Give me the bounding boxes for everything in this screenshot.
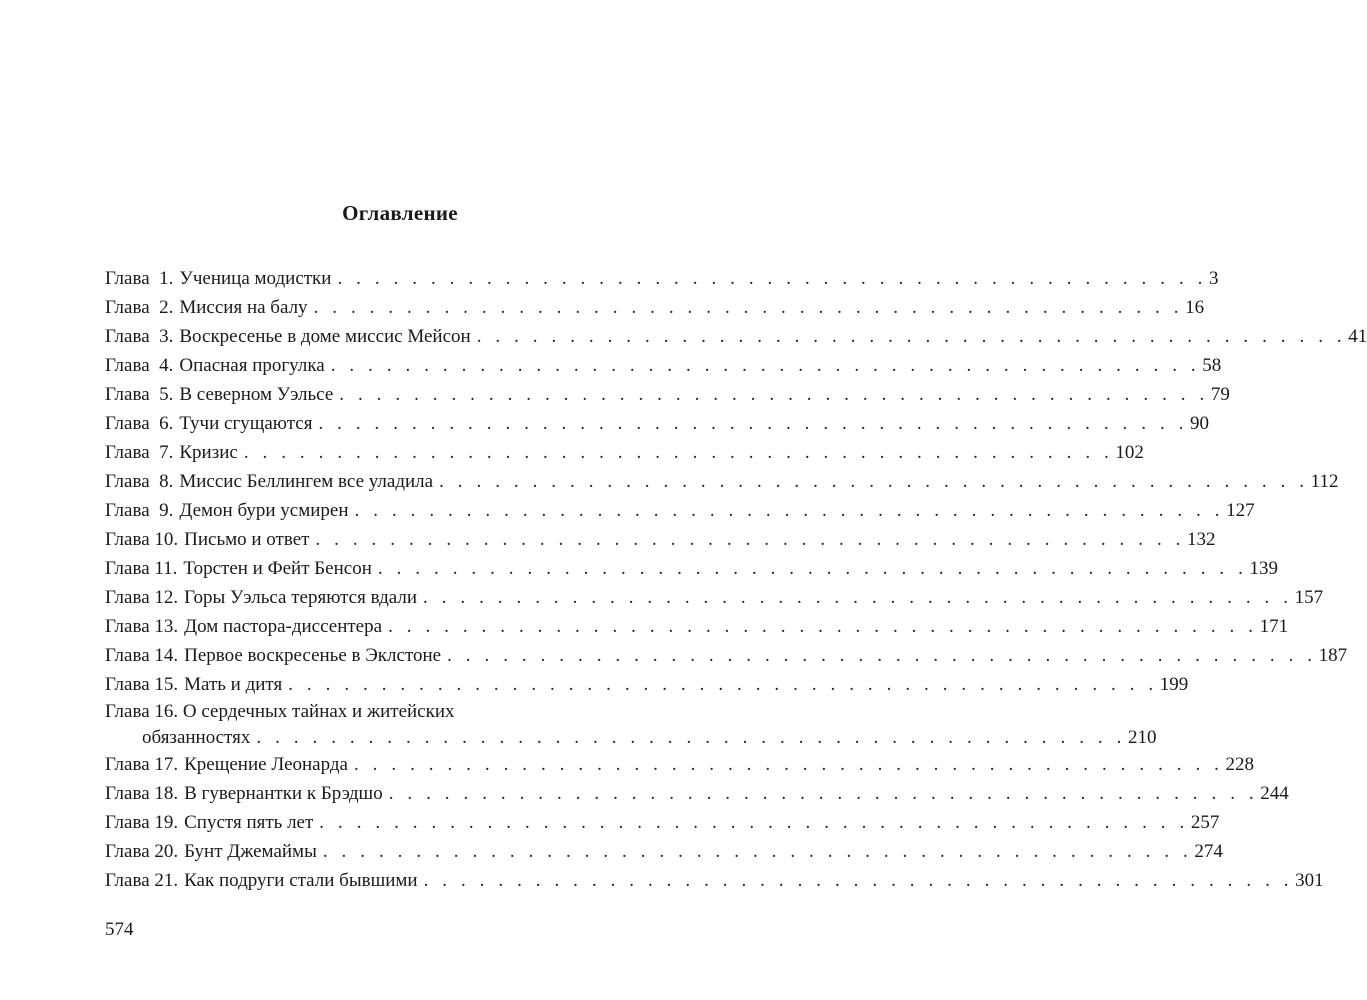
chapter-page: 16 <box>1185 297 1205 318</box>
toc-entry <box>105 380 1230 409</box>
chapter-number: Глава 2. <box>105 297 174 318</box>
chapter-page: 257 <box>1190 812 1220 833</box>
chapter-page: 301 <box>1295 870 1324 891</box>
dot-leader: . . . . . . . . . . . . . . . . . . . . . . . . . . . . . . . . . . . . . . . . . . . . . . . <box>313 297 1184 318</box>
chapter-page: 187 <box>1318 645 1348 666</box>
chapter-number: Глава 15. <box>105 674 179 695</box>
toc-entry-line <box>105 779 1289 808</box>
toc-entry-line <box>105 554 1278 583</box>
chapter-number: Глава 14. <box>105 645 179 666</box>
toc-entry <box>105 496 1255 525</box>
toc-entry <box>105 641 1348 670</box>
chapter-page: 41 <box>1348 326 1367 347</box>
dot-leader: . . . . . . . . . . . . . . . . . . . . . . . . . . . . . . . . . . . . . . . . . . . . . . . <box>330 355 1201 376</box>
dot-leader: . . . . . . . . . . . . . . . . . . . . . . . . . . . . . . . . . . . . . . . . . . . . . . . <box>388 616 1258 637</box>
chapter-number: Глава 18. <box>105 783 179 804</box>
chapter-page: 244 <box>1260 783 1289 804</box>
dot-leader: . . . . . . . . . . . . . . . . . . . . . . . . . . . . . . . . . . . . . . . . . . . . . . . <box>319 812 1189 833</box>
toc-entry-line <box>105 293 1205 322</box>
toc-entry <box>105 612 1289 641</box>
dot-leader: . . . . . . . . . . . . . . . . . . . . . . . . . . . . . . . . . . . . . . . . . . . . . . . <box>339 384 1209 405</box>
toc-entry-first-line <box>105 699 697 725</box>
chapter-title: В северном Уэльсе <box>179 384 334 405</box>
toc-entry <box>105 467 1339 496</box>
toc-entry-line <box>105 322 1367 351</box>
chapter-page: 228 <box>1225 754 1255 775</box>
dot-leader: . . . . . . . . . . . . . . . . . . . . . . . . . . . . . . . . . . . . . . . . . . . . . . . <box>476 326 1347 347</box>
toc-entry-line <box>105 380 1230 409</box>
dot-leader: . . . . . . . . . . . . . . . . . . . . . . . . . . . . . . . . . . . . . . . . . . . . . . . <box>439 471 1309 492</box>
chapter-title: Демон бури усмирен <box>179 500 349 521</box>
chapter-number: Глава 10. <box>105 529 179 550</box>
chapter-number: Глава 7. <box>105 442 174 463</box>
chapter-page: 139 <box>1249 558 1278 579</box>
toc-entry <box>105 409 1210 438</box>
toc-entry-line <box>105 525 1216 554</box>
toc-entry-line <box>105 409 1210 438</box>
dot-leader: . . . . . . . . . . . . . . . . . . . . . . . . . . . . . . . . . . . . . . . . . . . . . . . <box>423 870 1294 891</box>
dot-leader: . . . . . . . . . . . . . . . . . . . . . . . . . . . . . . . . . . . . . . . . . . . . . . . <box>337 268 1208 289</box>
toc-entry-line <box>105 808 1220 837</box>
toc-entry-line <box>105 837 1223 866</box>
dot-leader: . . . . . . . . . . . . . . . . . . . . . . . . . . . . . . . . . . . . . . . . . . . . . . . <box>377 558 1248 579</box>
chapter-number: Глава 1. <box>105 268 174 289</box>
dot-leader: . . . . . . . . . . . . . . . . . . . . . . . . . . . . . . . . . . . . . . . . . . . . . . . <box>288 674 1158 695</box>
chapter-number: Глава 8. <box>105 471 174 492</box>
dot-leader: . . . . . . . . . . . . . . . . . . . . . . . . . . . . . . . . . . . . . . . . . . . . . . . <box>243 442 1114 463</box>
chapter-number: Глава 19. <box>105 812 179 833</box>
page-number: 574 <box>105 919 134 940</box>
toc-entry-line <box>105 612 1289 641</box>
toc-entry <box>105 351 1222 380</box>
chapter-page: 102 <box>1115 442 1144 463</box>
toc-entry <box>105 837 1223 866</box>
chapter-page: 79 <box>1210 384 1230 405</box>
toc-entry <box>105 322 1367 351</box>
page-title: Оглавление <box>342 201 458 225</box>
chapter-page: 199 <box>1159 674 1189 695</box>
toc-entry-line <box>105 641 1348 670</box>
chapter-number: Глава 5. <box>105 384 174 405</box>
chapter-title: Письмо и ответ <box>184 529 310 550</box>
toc-entry-line <box>105 725 1157 750</box>
chapter-number: Глава 16. <box>105 701 179 722</box>
chapter-page: 3 <box>1209 268 1219 289</box>
dot-leader: . . . . . . . . . . . . . . . . . . . . . . . . . . . . . . . . . . . . . . . . . . . . . . . <box>315 529 1186 550</box>
chapter-title: Миссия на балу <box>179 297 308 318</box>
dot-leader: . . . . . . . . . . . . . . . . . . . . . . . . . . . . . . . . . . . . . . . . . . . . . . . <box>322 841 1193 862</box>
toc-entry-line <box>105 351 1222 380</box>
chapter-title: Торстен и Фейт Бенсон <box>183 558 372 579</box>
toc-entry-line <box>105 496 1255 525</box>
chapter-title: Миссис Беллингем все уладила <box>179 471 434 492</box>
chapter-title: О сердечных тайнах и житейских <box>182 701 455 722</box>
toc-entry <box>105 438 1144 467</box>
chapter-number: Глава 4. <box>105 355 174 376</box>
chapter-page: 127 <box>1226 500 1255 521</box>
toc-entry-line <box>105 670 1189 699</box>
chapter-number: Глава 3. <box>105 326 174 347</box>
chapter-page: 210 <box>1127 727 1157 748</box>
chapter-number: Глава 21. <box>105 870 179 891</box>
dot-leader: . . . . . . . . . . . . . . . . . . . . . . . . . . . . . . . . . . . . . . . . . . . . . . . <box>256 727 1126 748</box>
toc-entry <box>105 699 1157 750</box>
dot-leader: . . . . . . . . . . . . . . . . . . . . . . . . . . . . . . . . . . . . . . . . . . . . . . . <box>353 754 1224 775</box>
toc-entry-line <box>105 583 1324 612</box>
chapter-number: Глава 13. <box>105 616 179 637</box>
toc-entry-line <box>105 467 1339 496</box>
chapter-number: Глава 9. <box>105 500 174 521</box>
dot-leader: . . . . . . . . . . . . . . . . . . . . . . . . . . . . . . . . . . . . . . . . . . . . . . . <box>388 783 1259 804</box>
toc-entry-line <box>105 264 1219 293</box>
chapter-title: Крещение Леонарда <box>184 754 348 775</box>
chapter-title: Горы Уэльса теряются вдали <box>184 587 418 608</box>
toc-entry <box>105 293 1205 322</box>
chapter-title: Мать и дитя <box>184 674 283 695</box>
toc-entry <box>105 750 1255 779</box>
chapter-page: 171 <box>1259 616 1289 637</box>
toc-entry <box>105 808 1220 837</box>
dot-leader: . . . . . . . . . . . . . . . . . . . . . . . . . . . . . . . . . . . . . . . . . . . . . . . <box>354 500 1225 521</box>
chapter-number: Глава 6. <box>105 413 174 434</box>
toc-entry <box>105 583 1324 612</box>
chapter-title: Первое воскресенье в Эклстоне <box>184 645 442 666</box>
toc-entry <box>105 264 1219 293</box>
chapter-title: Бунт Джемаймы <box>184 841 317 862</box>
chapter-number: Глава 17. <box>105 754 179 775</box>
chapter-page: 274 <box>1194 841 1223 862</box>
toc-entry <box>105 779 1289 808</box>
toc-entry <box>105 554 1278 583</box>
toc-entry-line <box>105 866 1324 895</box>
chapter-page: 157 <box>1294 587 1324 608</box>
chapter-title-continued: обязанностях <box>142 727 251 748</box>
toc-entry <box>105 525 1216 554</box>
chapter-number: Глава 11. <box>105 558 178 579</box>
chapter-title: Кризис <box>179 442 238 463</box>
toc-entry-line <box>105 438 1144 467</box>
chapter-title: Ученица модистки <box>179 268 332 289</box>
toc-entry <box>105 866 1324 895</box>
chapter-title: Тучи сгущаются <box>179 413 313 434</box>
chapter-title: Дом пастора-диссентера <box>184 616 383 637</box>
dot-leader: . . . . . . . . . . . . . . . . . . . . . . . . . . . . . . . . . . . . . . . . . . . . . . . <box>318 413 1189 434</box>
chapter-page: 112 <box>1310 471 1339 492</box>
chapter-title: Спустя пять лет <box>184 812 314 833</box>
toc-entry <box>105 670 1189 699</box>
dot-leader: . . . . . . . . . . . . . . . . . . . . . . . . . . . . . . . . . . . . . . . . . . . . . . . <box>423 587 1293 608</box>
chapter-title: Воскресенье в доме миссис Мейсон <box>179 326 471 347</box>
chapter-page: 90 <box>1190 413 1210 434</box>
chapter-title: В гувернантки к Брэдшо <box>184 783 383 804</box>
table-of-contents <box>105 264 1367 895</box>
chapter-title: Как подруги стали бывшими <box>184 870 418 891</box>
chapter-number: Глава 12. <box>105 587 179 608</box>
chapter-title: Опасная прогулка <box>179 355 325 376</box>
chapter-page: 132 <box>1187 529 1216 550</box>
chapter-number: Глава 20. <box>105 841 179 862</box>
chapter-page: 58 <box>1202 355 1222 376</box>
toc-entry-line <box>105 750 1255 779</box>
dot-leader: . . . . . . . . . . . . . . . . . . . . . . . . . . . . . . . . . . . . . . . . . . . . . . . <box>447 645 1317 666</box>
